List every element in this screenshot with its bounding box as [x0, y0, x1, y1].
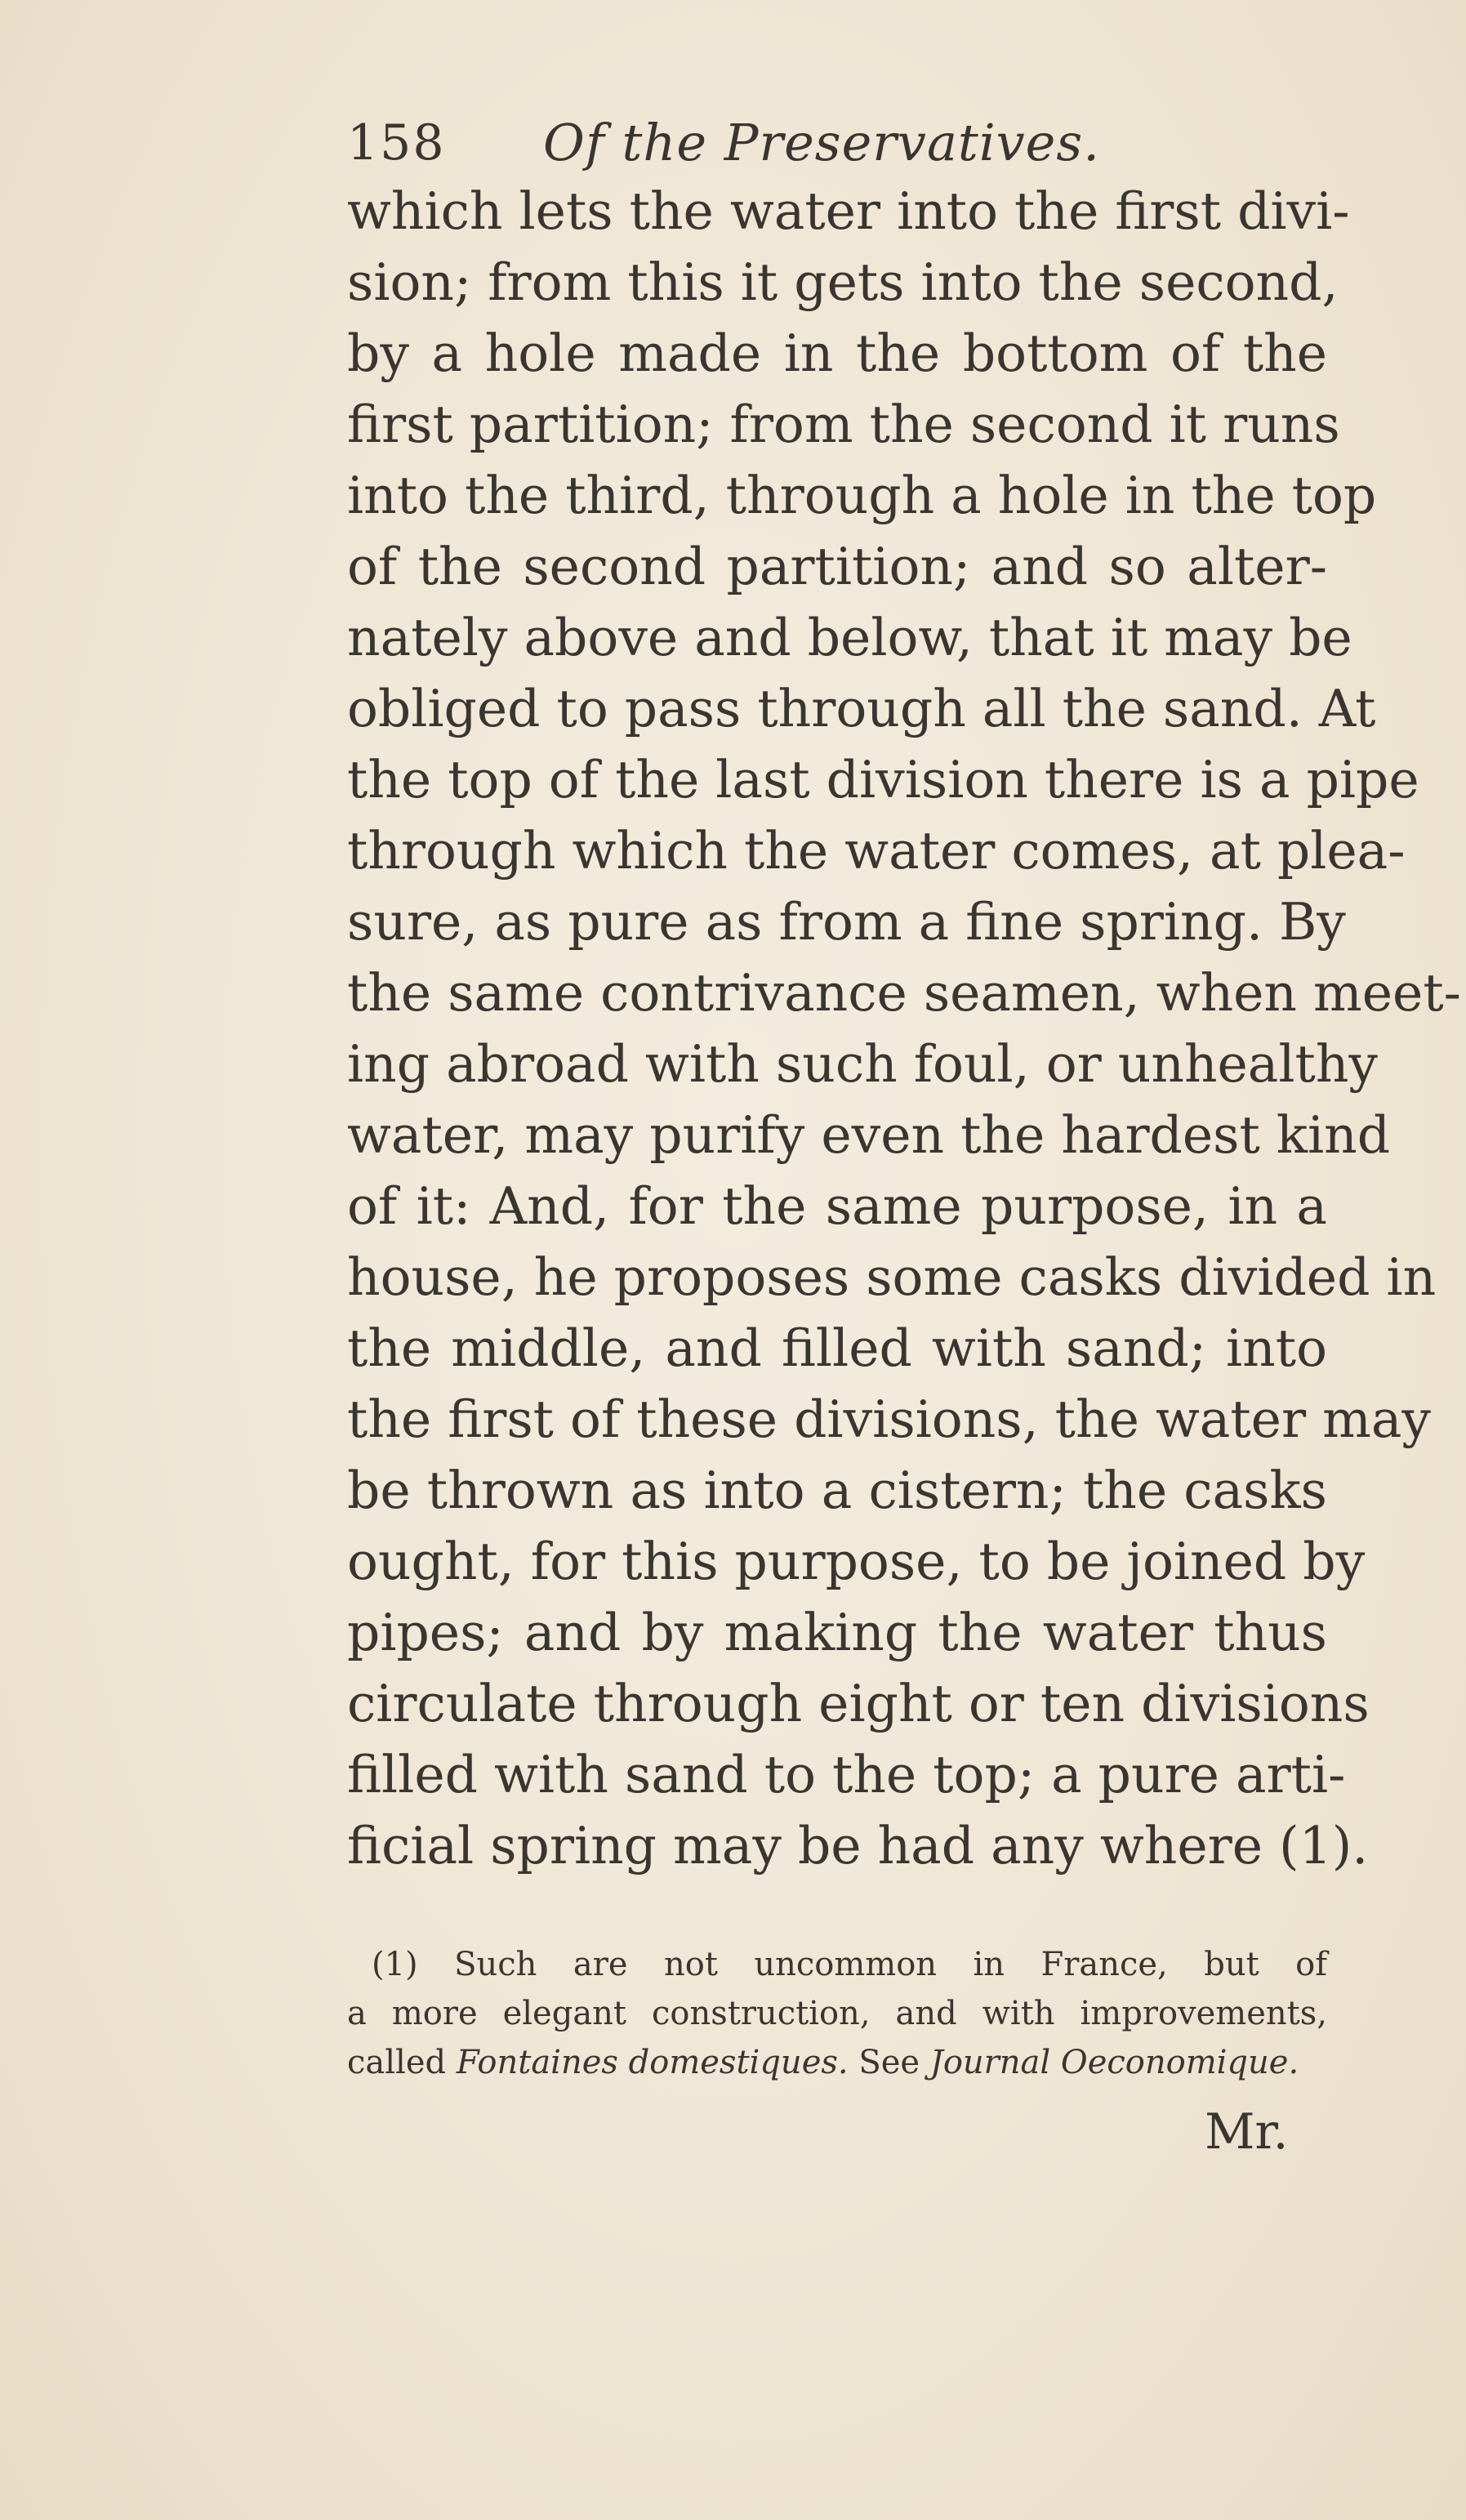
catchword: Mr. — [1205, 2103, 1289, 2161]
text-line: the middle, and filled with sand; into — [347, 1318, 1327, 1378]
footnote-see: See — [858, 2044, 920, 2081]
text-line: be thrown as into a cistern; the casks — [347, 1461, 1327, 1520]
footnote — [347, 1940, 1327, 2087]
text-line: filled with sand to the top; a pure arti- — [347, 1745, 1346, 1804]
footnote-journal-title: Journal Oeconomique. — [929, 2044, 1299, 2081]
body-text — [347, 176, 1461, 1881]
footnote-line: a more elegant construction, and with improvements, — [347, 1995, 1327, 2032]
text-line: the top of the last division there is a pipe — [347, 750, 1419, 810]
text-line: through which the water comes, at plea- — [347, 821, 1406, 881]
footnote-title-fontaines: Fontaines domestiques. — [456, 2044, 849, 2081]
running-head: Of the Preservatives. — [543, 113, 1100, 172]
text-line: first partition; from the second it runs — [347, 395, 1340, 454]
footnote-line: (1) Such are not uncommon in France, but of — [372, 1946, 1327, 1983]
text-line: ing abroad with such foul, or unhealthy — [347, 1034, 1378, 1094]
text-line: the first of these divisions, the water may — [347, 1389, 1431, 1449]
page-number: 158 — [347, 114, 446, 172]
text-line: ficial spring may be had any where (1). — [347, 1816, 1369, 1876]
text-line: the same contrivance seamen, when meet- — [347, 963, 1461, 1023]
text-line: sion; from this it gets into the second, — [347, 252, 1339, 312]
text-line: water, may purify even the hardest kind — [347, 1105, 1391, 1165]
text-line: circulate through eight or ten divisions — [347, 1674, 1370, 1733]
text-line: nately above and below, that it may be — [347, 608, 1352, 667]
text-line: by a hole made in the bottom of the — [347, 323, 1327, 383]
text-line: of the second partition; and so alter- — [347, 537, 1327, 596]
text-line: obliged to pass through all the sand. At — [347, 679, 1376, 738]
text-line: which lets the water into the first divi- — [347, 181, 1350, 241]
text-line: pipes; and by making the water thus — [347, 1603, 1327, 1662]
text-line: ought, for this purpose, to be joined by — [347, 1532, 1366, 1591]
footnote-line — [347, 2038, 1327, 2087]
text-line: of it: And, for the same purpose, in a — [347, 1176, 1327, 1236]
text-line: house, he proposes some casks divided in — [347, 1247, 1437, 1307]
text-line: sure, as pure as from a fine spring. By — [347, 892, 1346, 952]
text-line: into the third, through a hole in the top — [347, 466, 1377, 525]
page-header — [347, 106, 1164, 180]
footnote-called: called — [347, 2044, 447, 2081]
